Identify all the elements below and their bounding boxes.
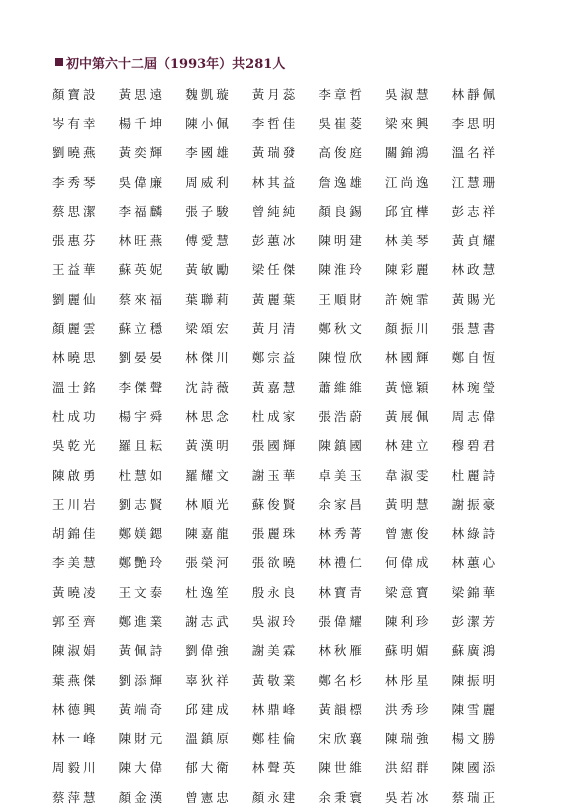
student-name: 謝美霖 bbox=[251, 643, 299, 659]
student-name: 郁大衛 bbox=[185, 760, 232, 776]
student-name: 陳國添 bbox=[451, 760, 499, 776]
student-name: 吳崔菱 bbox=[318, 115, 365, 131]
student-name: 魏凱璇 bbox=[185, 86, 232, 102]
name-row bbox=[52, 255, 532, 284]
student-name: 郭至齊 bbox=[52, 613, 99, 629]
name-row bbox=[52, 782, 532, 811]
student-name: 劉晏晏 bbox=[118, 350, 166, 366]
student-name: 林順光 bbox=[185, 496, 232, 512]
student-name: 葉聯莉 bbox=[185, 291, 232, 307]
student-name: 陳嘉龍 bbox=[185, 526, 232, 542]
section-heading-text: 初中第六十二屆（1993年）共281人 bbox=[66, 56, 286, 72]
student-name: 黃賜光 bbox=[451, 291, 499, 307]
student-name: 卓美玉 bbox=[318, 467, 365, 483]
student-name: 謝振豪 bbox=[451, 496, 499, 512]
student-name: 蘇立穩 bbox=[118, 321, 166, 337]
student-name: 林彤星 bbox=[384, 672, 432, 688]
student-name: 張浩蔚 bbox=[318, 408, 365, 424]
student-name: 鄭名杉 bbox=[318, 672, 365, 688]
student-name: 張惠芬 bbox=[52, 233, 99, 249]
student-name: 溫鎮原 bbox=[185, 731, 232, 747]
student-name: 吳若冰 bbox=[384, 789, 432, 805]
student-name: 林思念 bbox=[185, 408, 232, 424]
student-name: 許婉霏 bbox=[384, 291, 432, 307]
name-row bbox=[52, 108, 532, 137]
student-name: 梁頌宏 bbox=[185, 321, 232, 337]
square-bullet-icon bbox=[55, 58, 63, 66]
student-name: 蔡來福 bbox=[118, 291, 166, 307]
student-name: 李傑聲 bbox=[118, 379, 166, 395]
student-name: 羅耀文 bbox=[185, 467, 232, 483]
student-name: 陳振明 bbox=[451, 672, 499, 688]
student-name: 李哲佳 bbox=[251, 115, 299, 131]
student-name: 陳小佩 bbox=[185, 115, 232, 131]
student-name: 陳愷欣 bbox=[318, 350, 365, 366]
section-heading bbox=[55, 53, 285, 71]
student-name: 吳淑慧 bbox=[384, 86, 432, 102]
student-name: 江尚逸 bbox=[384, 174, 432, 190]
student-name: 蘇英妮 bbox=[118, 262, 166, 278]
student-name: 黃漢明 bbox=[185, 438, 232, 454]
student-name: 陳世維 bbox=[318, 760, 365, 776]
name-row bbox=[52, 401, 532, 430]
student-name: 韋淑雯 bbox=[384, 467, 432, 483]
student-name: 李美慧 bbox=[52, 555, 99, 571]
student-name: 林傑川 bbox=[185, 350, 232, 366]
student-name: 林國輝 bbox=[384, 350, 432, 366]
student-name: 邱宜樺 bbox=[384, 203, 432, 219]
student-name: 劉曉燕 bbox=[52, 145, 99, 161]
student-name: 蕭維維 bbox=[318, 379, 365, 395]
student-name: 沈詩薇 bbox=[185, 379, 232, 395]
student-name: 蔡瑞正 bbox=[451, 789, 499, 805]
student-name: 劉麗仙 bbox=[52, 291, 99, 307]
name-row bbox=[52, 753, 532, 782]
student-name: 周毅川 bbox=[52, 760, 99, 776]
student-name: 林其益 bbox=[251, 174, 299, 190]
student-name: 溫名祥 bbox=[451, 145, 499, 161]
student-name: 林政慧 bbox=[451, 262, 499, 278]
student-name: 曾純純 bbox=[251, 203, 299, 219]
student-name: 林一峰 bbox=[52, 731, 99, 747]
student-name: 陳鎮國 bbox=[318, 438, 365, 454]
student-name: 李國雄 bbox=[185, 145, 232, 161]
name-row bbox=[52, 694, 532, 723]
student-name: 張慧書 bbox=[451, 321, 499, 337]
student-name: 彭蕙冰 bbox=[251, 233, 299, 249]
student-name: 周威利 bbox=[185, 174, 232, 190]
student-name: 陳大偉 bbox=[118, 760, 166, 776]
student-name: 林琬瑩 bbox=[451, 379, 499, 395]
name-row bbox=[52, 372, 532, 401]
student-name: 張偉耀 bbox=[318, 613, 365, 629]
student-name: 黃嘉慧 bbox=[251, 379, 299, 395]
student-name: 黃敬業 bbox=[251, 672, 299, 688]
student-name: 殷永良 bbox=[251, 584, 299, 600]
student-name: 黃奕輝 bbox=[118, 145, 166, 161]
student-name: 林寶青 bbox=[318, 584, 365, 600]
name-row bbox=[52, 225, 532, 254]
name-row bbox=[52, 284, 532, 313]
student-name: 楊宇舜 bbox=[118, 408, 166, 424]
student-name: 陳雪麗 bbox=[451, 701, 499, 717]
student-name: 穆碧君 bbox=[451, 438, 499, 454]
student-name: 林美琴 bbox=[384, 233, 432, 249]
name-row bbox=[52, 460, 532, 489]
student-name: 辜狄祥 bbox=[185, 672, 232, 688]
student-name: 邱建成 bbox=[185, 701, 232, 717]
student-name: 顏良錫 bbox=[318, 203, 365, 219]
student-name: 鄭宗益 bbox=[251, 350, 299, 366]
student-name: 黃端奇 bbox=[118, 701, 166, 717]
name-row bbox=[52, 313, 532, 342]
student-name: 鄭媄鍶 bbox=[118, 526, 166, 542]
student-name: 林聲英 bbox=[251, 760, 299, 776]
student-name: 江慧珊 bbox=[451, 174, 499, 190]
student-name: 梁任傑 bbox=[251, 262, 299, 278]
student-name: 顏金漢 bbox=[118, 789, 166, 805]
student-name: 葉燕傑 bbox=[52, 672, 99, 688]
student-name: 傅愛慧 bbox=[185, 233, 232, 249]
student-name: 杜逸笙 bbox=[185, 584, 232, 600]
student-name: 彭志祥 bbox=[451, 203, 499, 219]
student-name: 岑有幸 bbox=[52, 115, 99, 131]
student-name: 陳彩麗 bbox=[384, 262, 432, 278]
student-name: 張國輝 bbox=[251, 438, 299, 454]
name-row bbox=[52, 196, 532, 225]
student-name: 劉添輝 bbox=[118, 672, 166, 688]
student-name: 曾憲忠 bbox=[185, 789, 232, 805]
student-name: 顏寶設 bbox=[52, 86, 99, 102]
student-name: 林德興 bbox=[52, 701, 99, 717]
student-name: 黃敏勵 bbox=[185, 262, 232, 278]
student-name: 王順財 bbox=[318, 291, 365, 307]
name-row bbox=[52, 489, 532, 518]
student-name: 陳利珍 bbox=[384, 613, 432, 629]
student-name: 杜慧如 bbox=[118, 467, 166, 483]
student-name: 鄭桂倫 bbox=[251, 731, 299, 747]
student-name: 彭潔芳 bbox=[451, 613, 499, 629]
student-name: 黃月清 bbox=[251, 321, 299, 337]
student-name: 林禮仁 bbox=[318, 555, 365, 571]
student-name: 林建立 bbox=[384, 438, 432, 454]
student-name: 李章哲 bbox=[318, 86, 365, 102]
student-name: 羅且耘 bbox=[118, 438, 166, 454]
student-name: 洪秀珍 bbox=[384, 701, 432, 717]
student-name: 黃思遠 bbox=[118, 86, 166, 102]
student-name: 林曉思 bbox=[52, 350, 99, 366]
student-name: 蘇廣鴻 bbox=[451, 643, 499, 659]
name-row bbox=[52, 636, 532, 665]
student-name: 蔡思潔 bbox=[52, 203, 99, 219]
name-row bbox=[52, 665, 532, 694]
student-name: 關錦鴻 bbox=[384, 145, 432, 161]
student-name: 李秀琴 bbox=[52, 174, 99, 190]
student-name: 周志偉 bbox=[451, 408, 499, 424]
student-name: 梁錦華 bbox=[451, 584, 499, 600]
student-name: 陳明建 bbox=[318, 233, 365, 249]
name-row bbox=[52, 343, 532, 372]
student-name: 余家昌 bbox=[318, 496, 365, 512]
student-name: 王川岩 bbox=[52, 496, 99, 512]
student-name: 李思明 bbox=[451, 115, 499, 131]
student-name: 陳瑞強 bbox=[384, 731, 432, 747]
student-name: 王益華 bbox=[52, 262, 99, 278]
student-name: 黃佩詩 bbox=[118, 643, 166, 659]
student-name: 余秉寰 bbox=[318, 789, 365, 805]
student-name: 張榮河 bbox=[185, 555, 232, 571]
student-name: 林秀菁 bbox=[318, 526, 365, 542]
student-name: 黃展佩 bbox=[384, 408, 432, 424]
student-name: 黃曉凌 bbox=[52, 584, 99, 600]
student-name: 顏麗雲 bbox=[52, 321, 99, 337]
student-name: 張子駿 bbox=[185, 203, 232, 219]
student-name: 黃憶穎 bbox=[384, 379, 432, 395]
student-name: 宋欣襄 bbox=[318, 731, 365, 747]
student-name: 黃韻標 bbox=[318, 701, 365, 717]
name-row bbox=[52, 167, 532, 196]
student-name: 蘇明媚 bbox=[384, 643, 432, 659]
name-row bbox=[52, 79, 532, 108]
student-name: 顏永建 bbox=[251, 789, 299, 805]
student-name: 謝玉華 bbox=[251, 467, 299, 483]
student-name: 黃麗葉 bbox=[251, 291, 299, 307]
student-name: 林靜佩 bbox=[451, 86, 499, 102]
student-name: 蘇俊賢 bbox=[251, 496, 299, 512]
name-row bbox=[52, 138, 532, 167]
student-name: 杜成家 bbox=[251, 408, 299, 424]
name-row bbox=[52, 548, 532, 577]
student-name: 洪紹群 bbox=[384, 760, 432, 776]
name-row bbox=[52, 431, 532, 460]
student-name: 張欲曉 bbox=[251, 555, 299, 571]
student-name: 林鼎峰 bbox=[251, 701, 299, 717]
student-name: 蔡萍慧 bbox=[52, 789, 99, 805]
student-name: 曾憲俊 bbox=[384, 526, 432, 542]
name-row bbox=[52, 724, 532, 753]
student-name: 鄭艷玲 bbox=[118, 555, 166, 571]
student-name: 陳財元 bbox=[118, 731, 166, 747]
student-name: 林秋雁 bbox=[318, 643, 365, 659]
student-name: 詹逸雄 bbox=[318, 174, 365, 190]
student-name: 楊文勝 bbox=[451, 731, 499, 747]
student-name: 林綠詩 bbox=[451, 526, 499, 542]
student-name: 吳偉廉 bbox=[118, 174, 166, 190]
student-name: 劉偉強 bbox=[185, 643, 232, 659]
name-row bbox=[52, 518, 532, 547]
student-name: 張麗珠 bbox=[251, 526, 299, 542]
student-name: 高俊庭 bbox=[318, 145, 365, 161]
student-name: 梁來興 bbox=[384, 115, 432, 131]
student-name: 李福麟 bbox=[118, 203, 166, 219]
student-name: 陳淑娟 bbox=[52, 643, 99, 659]
student-name: 何偉成 bbox=[384, 555, 432, 571]
name-list bbox=[52, 79, 532, 811]
student-name: 陳淮玲 bbox=[318, 262, 365, 278]
student-name: 謝志武 bbox=[185, 613, 232, 629]
student-name: 王文泰 bbox=[118, 584, 166, 600]
student-name: 顏振川 bbox=[384, 321, 432, 337]
student-name: 梁意寶 bbox=[384, 584, 432, 600]
student-name: 陳啟勇 bbox=[52, 467, 99, 483]
student-name: 杜麗詩 bbox=[451, 467, 499, 483]
student-name: 劉志賢 bbox=[118, 496, 166, 512]
student-name: 胡錦佳 bbox=[52, 526, 99, 542]
student-name: 黃明慧 bbox=[384, 496, 432, 512]
student-name: 黃瑞發 bbox=[251, 145, 299, 161]
student-name: 楊千坤 bbox=[118, 115, 166, 131]
student-name: 林蕙心 bbox=[451, 555, 499, 571]
student-name: 黃貞耀 bbox=[451, 233, 499, 249]
student-name: 吳乾光 bbox=[52, 438, 99, 454]
student-name: 杜成功 bbox=[52, 408, 99, 424]
student-name: 吳淑玲 bbox=[251, 613, 299, 629]
name-row bbox=[52, 577, 532, 606]
student-name: 鄭進業 bbox=[118, 613, 166, 629]
student-name: 黃月蕊 bbox=[251, 86, 299, 102]
student-name: 溫士銘 bbox=[52, 379, 99, 395]
student-name: 鄭自恆 bbox=[451, 350, 499, 366]
student-name: 鄭秋文 bbox=[318, 321, 365, 337]
student-name: 林旺燕 bbox=[118, 233, 166, 249]
name-row bbox=[52, 606, 532, 635]
